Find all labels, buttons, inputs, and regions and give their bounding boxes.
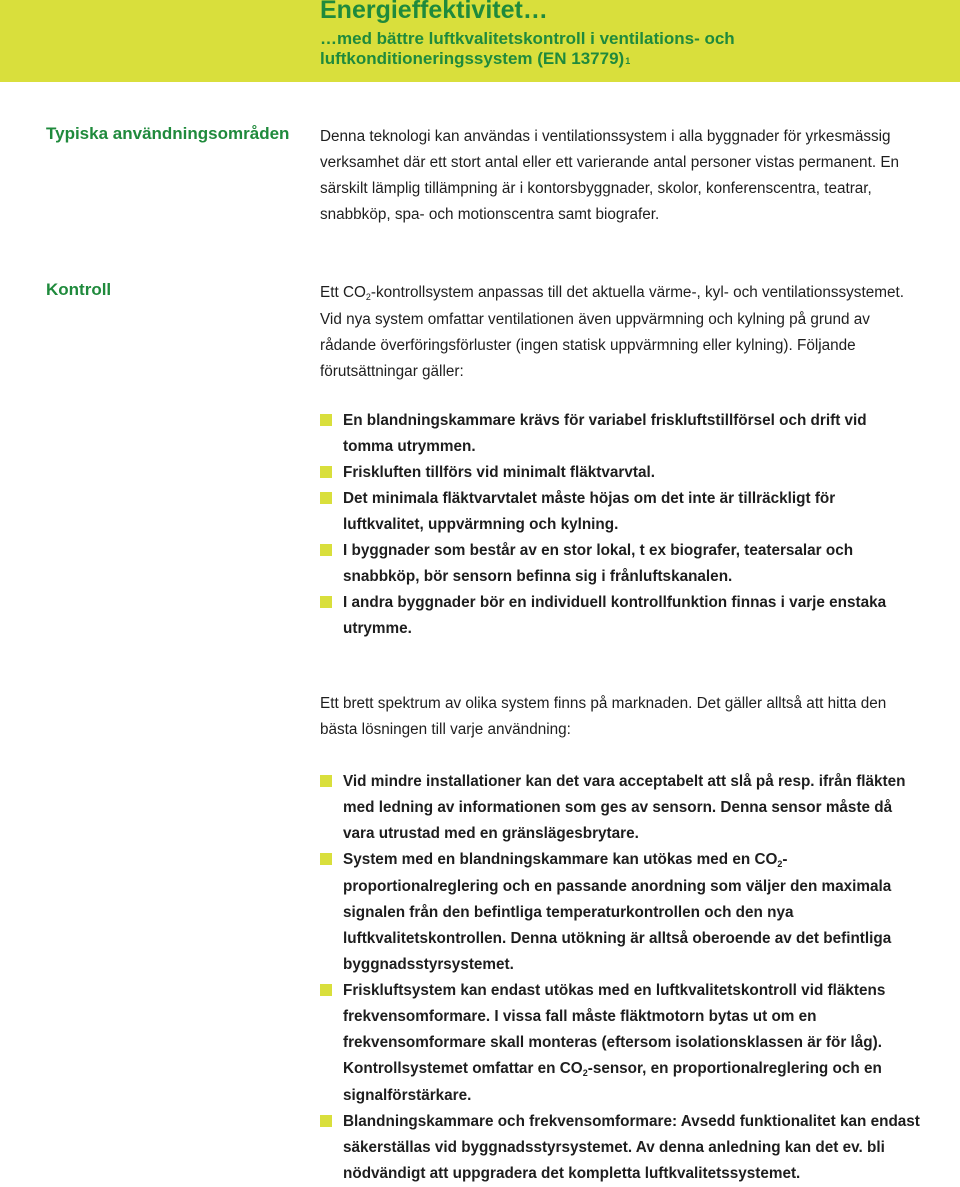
list-item	[320, 1109, 920, 1187]
list-item-text: En blandningskammare krävs för variabel friskluftstillförsel och drift vid tomma utrymmen.	[343, 412, 867, 455]
list-item-text: Det minimala fläktvarvtalet måste höjas om det inte är tillräckligt för luftkvalitet, uppvärmning och kylning.	[343, 490, 836, 533]
list-item-text: I andra byggnader bör en individuell kontrollfunktion finnas i varje enstaka utrymme.	[343, 594, 887, 637]
list-item-text: System med en blandningskammare kan utökas med en CO	[343, 851, 778, 868]
bullet-square-icon	[320, 984, 332, 996]
list-item-text-post: -proportionalreglering och en passande anordning som väljer den maximala signalen från den befintliga temperaturkontrollen och den nya luftkvalitetskontrollen. Denna utökning är alltså oberoende av det befintliga byggnadsstyrsystemet.	[343, 851, 892, 973]
list-item-text: Friskluften tillförs vid minimalt fläktvarvtal.	[343, 464, 655, 481]
page-subtitle-text: …med bättre luftkvalitetskontroll i ventilations- och luftkonditioneringssystem (EN 13779)	[320, 29, 735, 68]
list-item	[320, 769, 920, 847]
page-title: Energieffektivitet…	[320, 0, 548, 24]
bullet-square-icon	[320, 492, 332, 504]
usage-heading: Typiska användningsområden	[46, 124, 290, 143]
list-item-text: Vid mindre installationer kan det vara acceptabelt att slå på resp. ifrån fläkten med ledning av informationen som ges av sensorn. Denna sensor måste då vara utrustad med en gränslägesbrytare.	[343, 773, 906, 842]
list-item	[320, 486, 920, 538]
list-item-text: I byggnader som består av en stor lokal, t ex biografer, teatersalar och snabbköp, bör sensorn befinna sig i frånluftskanalen.	[343, 542, 854, 585]
title-banner	[0, 0, 960, 82]
control-text-post: -kontrollsystem anpassas till det aktuella värme-, kyl- och ventilationssystemet. Vid nya system omfattar ventilationen även uppvärmning och kylning på grund av rådande överföringsförluster (ingen statisk uppvärmning eller kylning). Följande förutsättningar gäller:	[320, 284, 904, 380]
bullet-square-icon	[320, 544, 332, 556]
list-item	[320, 847, 920, 978]
bullet-square-icon	[320, 414, 332, 426]
control-paragraph	[320, 280, 920, 385]
footnote-mark: 1	[625, 56, 631, 66]
market-paragraph: Ett brett spektrum av olika system finns på marknaden. Det gäller alltså att hitta den bästa lösningen till varje användning:	[320, 695, 887, 738]
bullet-square-icon	[320, 775, 332, 787]
control-text-pre: Ett CO	[320, 284, 366, 301]
list-item	[320, 408, 920, 460]
bullet-square-icon	[320, 853, 332, 865]
usage-paragraph: Denna teknologi kan användas i ventilationssystem i alla byggnader för yrkesmässig verksamhet där ett stort antal eller ett varierande antal personer vistas permanent. En särskilt lämplig tillämpning är i kontorsbyggnader, skolor, konferenscentra, teatrar, snabbköp, spa- och motionscentra samt biografer.	[320, 128, 900, 223]
co2-subscript: 2	[777, 859, 783, 869]
list-item-text: Friskluftsystem kan endast utökas med en luftkvalitetskontroll vid fläktens frekvensomformare. I vissa fall måste fläktmotorn bytas ut om en frekvensomformare skall monteras (eftersom isolationsklassen är för låg). Kontrollsystemet omfattar en CO	[343, 982, 886, 1077]
list-item	[320, 538, 920, 590]
control-heading: Kontroll	[46, 280, 112, 299]
list-item	[320, 590, 920, 642]
bullet-square-icon	[320, 1115, 332, 1127]
bullet-square-icon	[320, 466, 332, 478]
market-bullet-list	[320, 769, 920, 1187]
page-subtitle	[320, 29, 940, 69]
co2-subscript: 2	[365, 292, 371, 302]
list-item-text-post: -sensor, en proportionalreglering och en signalförstärkare.	[343, 1060, 882, 1104]
list-item	[320, 978, 920, 1109]
co2-subscript: 2	[582, 1068, 588, 1078]
list-item	[320, 460, 920, 486]
list-item-text: Blandningskammare och frekvensomformare: Avsedd funktionalitet kan endast säkerställas vid byggnadsstyrsystemet. Av denna anledning kan det ev. bli nödvändigt att uppgradera det kompletta luftkvalitetssystemet.	[343, 1113, 920, 1182]
control-bullet-list	[320, 408, 920, 642]
bullet-square-icon	[320, 596, 332, 608]
